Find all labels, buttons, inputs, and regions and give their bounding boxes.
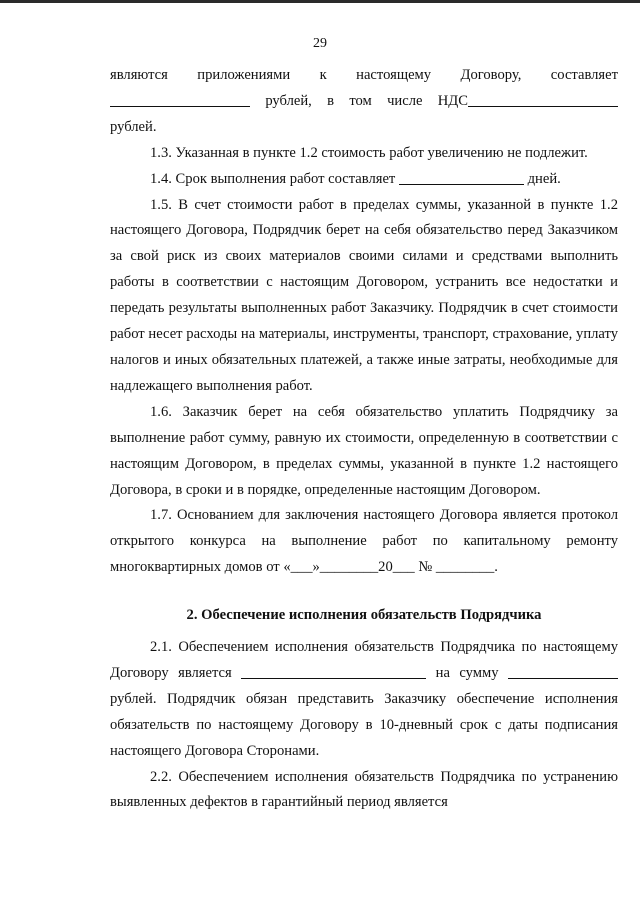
term-text: 1.4. Срок выполнения работ составляет: [150, 170, 396, 187]
security-blank[interactable]: [241, 663, 426, 679]
paragraph-continuation-line2: [110, 89, 618, 115]
rubles-vat-text: рублей, в том числе НДС: [265, 92, 468, 109]
paragraph-2-1: [110, 635, 618, 765]
paragraph-1-4: [110, 167, 618, 193]
days-label: дней.: [527, 170, 561, 187]
paragraph-1-3: 1.3. Указанная в пункте 1.2 стоимость работ увеличению не подлежит.: [150, 144, 588, 161]
sum-blank[interactable]: [508, 663, 618, 679]
amount-blank[interactable]: [110, 91, 250, 107]
continuation-text: являются приложениями к настоящему Договору, составляет: [110, 67, 618, 83]
paragraph-continuation: [110, 63, 618, 89]
document-body: [110, 63, 618, 816]
paragraph-1-5: 1.5. В счет стоимости работ в пределах суммы, указанной в пункте 1.2 настоящего Договора, Подрядчик берет на себя обязательство перед Заказчиком за свой риск из своих материалов своими силами и средствами выполнить работы в соответствии с настоящим Договором, устранить все недостатки и передать результаты выполненных работ Заказчику. Подрядчик в счет стоимости работ несет расходы на материалы, инструменты, транспорт, страхование, уплату налогов и иных обязательных платежей, а также иные затраты, необходимые для надлежащего выполнения работ.: [110, 196, 618, 394]
paragraph-1-7: 1.7. Основанием для заключения настоящего Договора является протокол открытого конкурса на выполнение работ по капитальному ремонту многоквартирных домов от «___»________20___ № ________.: [110, 507, 618, 576]
vat-blank[interactable]: [468, 91, 618, 107]
page-number: 29: [313, 36, 327, 51]
paragraph-2-2: 2.2. Обеспечением исполнения обязательств Подрядчика по устранению выявленных дефектов в гарантийный период является: [110, 768, 618, 811]
sum-label: на сумму: [435, 664, 499, 681]
paragraph-continuation-line3: рублей.: [110, 118, 157, 135]
section-gap: [110, 581, 618, 603]
security-obligation-text: рублей. Подрядчик обязан представить Заказчику обеспечение исполнения обязательств по настоящему Договору в 10-дневный срок с даты подписания настоящего Договора Сторонами.: [110, 690, 618, 759]
security-text: 2.1. Обеспечением исполнения обязательств Подрядчика по настоящему Договору является: [110, 639, 618, 681]
paragraph-1-6: 1.6. Заказчик берет на себя обязательство уплатить Подрядчику за выполнение работ сумму, равную их стоимости, определенную в соответствии с настоящим Договором, в пределах суммы, указанной в пункте 1.2 настоящего Договора, в сроки и в порядке, определенные настоящим Договором.: [110, 403, 618, 498]
days-blank[interactable]: [399, 169, 524, 185]
section-2-heading: 2. Обеспечение исполнения обязательств Подрядчика: [186, 607, 542, 624]
top-border-line: [0, 0, 640, 3]
